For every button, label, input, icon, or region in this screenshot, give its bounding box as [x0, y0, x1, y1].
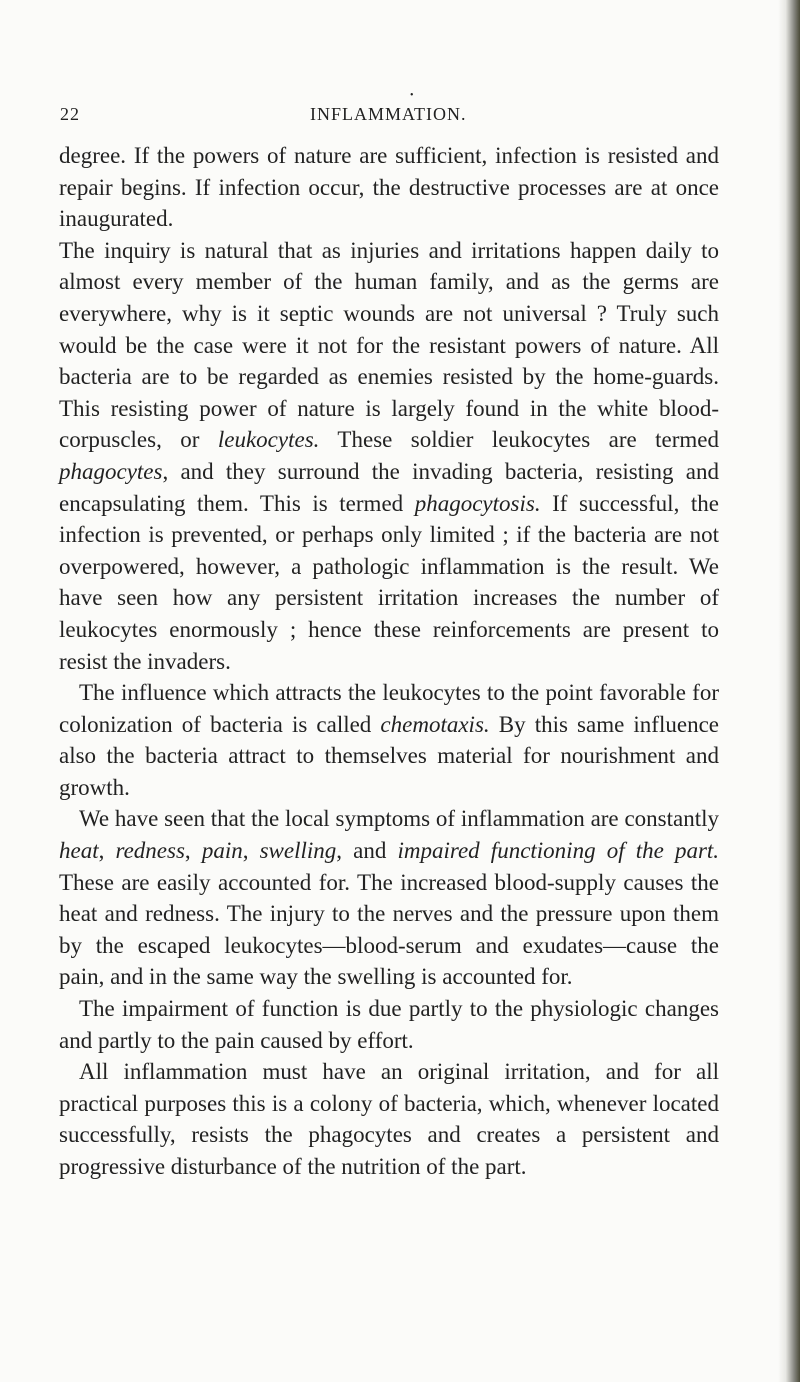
- text-run: By this same influence also the bacteria attract to themselves material for nourishment and growth.: [59, 711, 719, 800]
- italic-term: swelling: [259, 838, 337, 864]
- page-header: [60, 90, 720, 128]
- italic-term: chemotaxis.: [380, 711, 490, 737]
- text-run: ,: [98, 838, 116, 864]
- text-run: If successful, the infection is prevented, or perhaps only limited ; if the bacteria are not overpowered, however, a pathologic inflammation is the result. We have seen how any persistent irritation increases the number of leukocytes enormously ; hence these reinforcements are present to resist the invaders.: [59, 490, 719, 674]
- paragraph: [59, 235, 719, 677]
- text-run: ,: [184, 838, 202, 864]
- paragraph: [59, 803, 719, 993]
- text-run: All inflammation must have an original irritation, and for all practical purposes this is a colony of bacteria, which, whenever located successfully, resists the phagocytes and creates a persistent and progressive disturbance of the nutrition of the part.: [59, 1059, 719, 1179]
- text-run: ,: [242, 838, 260, 864]
- text-run: These soldier leukocytes are termed: [319, 427, 719, 453]
- paragraph: [59, 1056, 719, 1182]
- italic-term: impaired functioning of the part.: [397, 838, 720, 864]
- running-head: INFLAMMATION.: [310, 104, 467, 124]
- italic-term: pain: [201, 838, 243, 864]
- text-run: These are easily accounted for. The increased blood-supply causes the heat and redness. The injury to the nerves and the pressure upon them by the escaped leukocytes—blood-serum and exudates—cause the pain, and in the same way the swelling is accounted for.: [59, 869, 719, 990]
- header-mark: •: [410, 90, 415, 101]
- italic-term: redness: [115, 838, 185, 864]
- italic-term: heat: [59, 838, 99, 864]
- body-text: [59, 140, 719, 1183]
- paragraph: [59, 677, 719, 803]
- page-edge-shadow: [778, 0, 800, 1382]
- text-run: The influence which attracts the leukocytes to the point favorable for colonization of bacteria is called: [59, 680, 719, 737]
- text-run: We have seen that the local symptoms of inflammation are constantly: [79, 806, 719, 832]
- paragraph: [59, 993, 719, 1056]
- text-run: The impairment of function is due partly to the physiologic changes and partly to the pain caused by effort.: [59, 996, 719, 1053]
- text-run: degree. If the powers of nature are sufficient, infection is resisted and repair begins. If infection occur, the destructive processes are at once inaugurated.: [59, 143, 719, 232]
- text-run: , and: [336, 838, 398, 864]
- italic-term: leukocytes.: [217, 427, 320, 453]
- page-number: 22: [60, 104, 80, 124]
- italic-term: phagocytosis.: [414, 490, 541, 516]
- text-run: The inquiry is natural that as injuries and irritations happen daily to almost every member of the human family, and as the germs are everywhere, why is it septic wounds are not universal ? Truly such would be the case were it not for the resistant powers of nature. All bacteria are to be regarded as enemies resisted by the home-guards. This resisting power of nature is largely found in the white blood-corpuscles, or: [59, 237, 719, 453]
- italic-term: phagocytes: [59, 458, 163, 484]
- paragraph: [59, 140, 719, 235]
- text-run: , and they surround the invading bacteria, resisting and encapsulating them. This is termed: [59, 458, 719, 516]
